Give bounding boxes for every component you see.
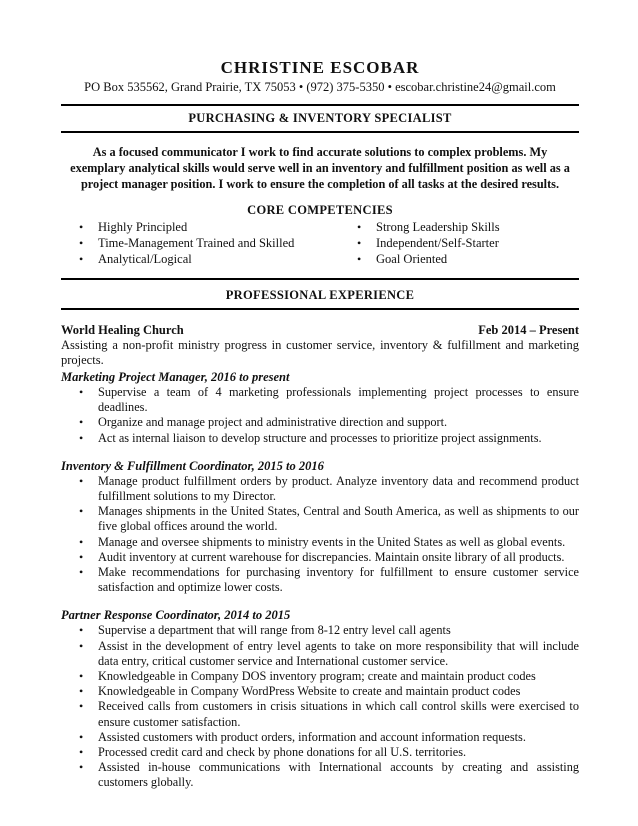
bullet-item: • Assisted customers with product orders, information and account information requests.: [61, 730, 579, 745]
divider: [61, 131, 579, 133]
employment-dates: Feb 2014 – Present: [478, 323, 579, 337]
divider: [61, 104, 579, 106]
resume-page: [61, 0, 579, 791]
bullet-item: • Organize and manage project and administrative direction and support.: [61, 415, 579, 430]
contact-line: PO Box 535562, Grand Prairie, TX 75053 • (972) 375-5350 • escobar.christine24@gmail.com: [84, 80, 556, 94]
divider: [61, 278, 579, 280]
divider: [61, 308, 579, 310]
bullet-item: • Assist in the development of entry level agents to take on more responsibility that will include data entry, critical customer service and International customer service.: [61, 639, 579, 669]
bullet-item: • Knowledgeable in Company DOS inventory program; create and maintain product codes: [61, 669, 579, 684]
job-title: PURCHASING & INVENTORY SPECIALIST: [188, 111, 452, 125]
bullet-item: • Manage product fulfillment orders by product. Analyze inventory data and recommend product fulfillment solutions to my Director.: [61, 474, 579, 504]
role-bullets: [61, 623, 579, 790]
employer-description: Assisting a non-profit ministry progress in customer service, inventory & fulfillment and marketing projects.: [61, 338, 579, 367]
employer-row: [61, 322, 579, 338]
bullet-item: • Assisted in-house communications with International accounts by creating and assisting customers globally.: [61, 760, 579, 790]
competency-item: • Independent/Self-Starter: [339, 235, 500, 251]
competencies-column-2: [339, 219, 500, 267]
bullet-item: • Make recommendations for purchasing inventory for fulfillment to ensure customer service satisfaction and optimize lower costs.: [61, 565, 579, 595]
bullet-item: • Act as internal liaison to develop structure and processes to prioritize project assignments.: [61, 431, 579, 446]
bullet-item: • Audit inventory at current warehouse for discrepancies. Maintain onsite library of all products.: [61, 550, 579, 565]
competency-item: • Strong Leadership Skills: [339, 219, 500, 235]
competency-item: • Highly Principled: [61, 219, 339, 235]
competency-item: • Time-Management Trained and Skilled: [61, 235, 339, 251]
bullet-item: • Received calls from customers in crisis situations in which call control skills were exercised to ensure customer satisfaction.: [61, 699, 579, 729]
role-title: Partner Response Coordinator, 2014 to 2015: [61, 608, 291, 623]
role-title: Inventory & Fulfillment Coordinator, 2015 to 2016: [61, 458, 324, 473]
bullet-item: • Manage and oversee shipments to ministry events in the United States as well as global events.: [61, 535, 579, 550]
role-bullets: [61, 385, 579, 446]
candidate-name: CHRISTINE ESCOBAR: [220, 58, 420, 77]
employer-name: World Healing Church: [61, 323, 184, 337]
summary-paragraph: As a focused communicator I work to find accurate solutions to complex problems. My exemplary analytical skills would serve well in an inventory and fulfillment position as well as a project manager position. I work to ensure the completion of all tasks at the desired results.: [70, 145, 570, 191]
competency-item: • Goal Oriented: [339, 251, 500, 267]
competencies-column-1: [61, 219, 339, 267]
role-title: Marketing Project Manager, 2016 to present: [61, 370, 290, 384]
experience-heading: PROFESSIONAL EXPERIENCE: [225, 288, 415, 302]
bullet-item: • Manages shipments in the United States, Central and South America, as well as shipments to our five global offices around the world.: [61, 504, 579, 534]
bullet-item: • Processed credit card and check by phone donations for all U.S. territories.: [61, 745, 579, 760]
competencies-list: [61, 219, 579, 267]
bullet-item: • Supervise a department that will range from 8-12 entry level call agents: [61, 623, 579, 638]
bullet-item: • Knowledgeable in Company WordPress Website to create and maintain product codes: [61, 684, 579, 699]
bullet-item: • Supervise a team of 4 marketing professionals implementing project processes to ensure deadlines.: [61, 385, 579, 415]
competency-item: • Analytical/Logical: [61, 251, 339, 267]
core-competencies-heading: CORE COMPETENCIES: [247, 203, 393, 217]
role-bullets: [61, 474, 579, 596]
